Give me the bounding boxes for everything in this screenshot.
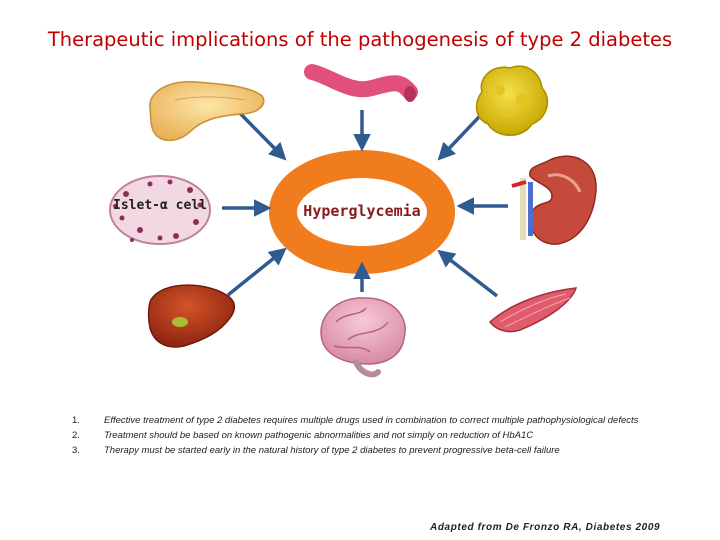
citation: Adapted from De Fronzo RA, Diabetes 2009 bbox=[430, 522, 661, 533]
muscle-icon bbox=[490, 288, 576, 332]
arrow-liver bbox=[228, 250, 284, 295]
note-item bbox=[72, 445, 702, 457]
note-number: 2. bbox=[72, 430, 80, 441]
adipose-icon bbox=[477, 66, 548, 135]
note-number: 3. bbox=[72, 445, 80, 456]
hyperglycemia-label: Hyperglycemia bbox=[303, 202, 421, 220]
brain-icon bbox=[321, 298, 405, 375]
note-number: 1. bbox=[72, 415, 80, 426]
notes-list bbox=[72, 415, 702, 460]
note-text: Treatment should be based on known pathogenic abnormalities and not simply on reduction of HbA1C bbox=[104, 430, 534, 441]
kidney-icon bbox=[512, 156, 596, 244]
intestine-icon bbox=[312, 72, 416, 102]
arrow-muscle bbox=[440, 252, 497, 296]
slide-title: Therapeutic implications of the pathogenesis of type 2 diabetes bbox=[47, 28, 673, 51]
liver-icon bbox=[149, 285, 235, 347]
note-text: Therapy must be started early in the natural history of type 2 diabetes to prevent progressive beta-cell failure bbox=[104, 445, 560, 456]
pancreas-icon bbox=[150, 82, 264, 141]
note-text: Effective treatment of type 2 diabetes requires multiple drugs used in combination to correct multiple pathophysiological defects bbox=[104, 415, 639, 426]
islet-cell-label: Islet-α cell bbox=[113, 198, 207, 213]
note-item bbox=[72, 415, 702, 427]
note-item bbox=[72, 430, 702, 442]
